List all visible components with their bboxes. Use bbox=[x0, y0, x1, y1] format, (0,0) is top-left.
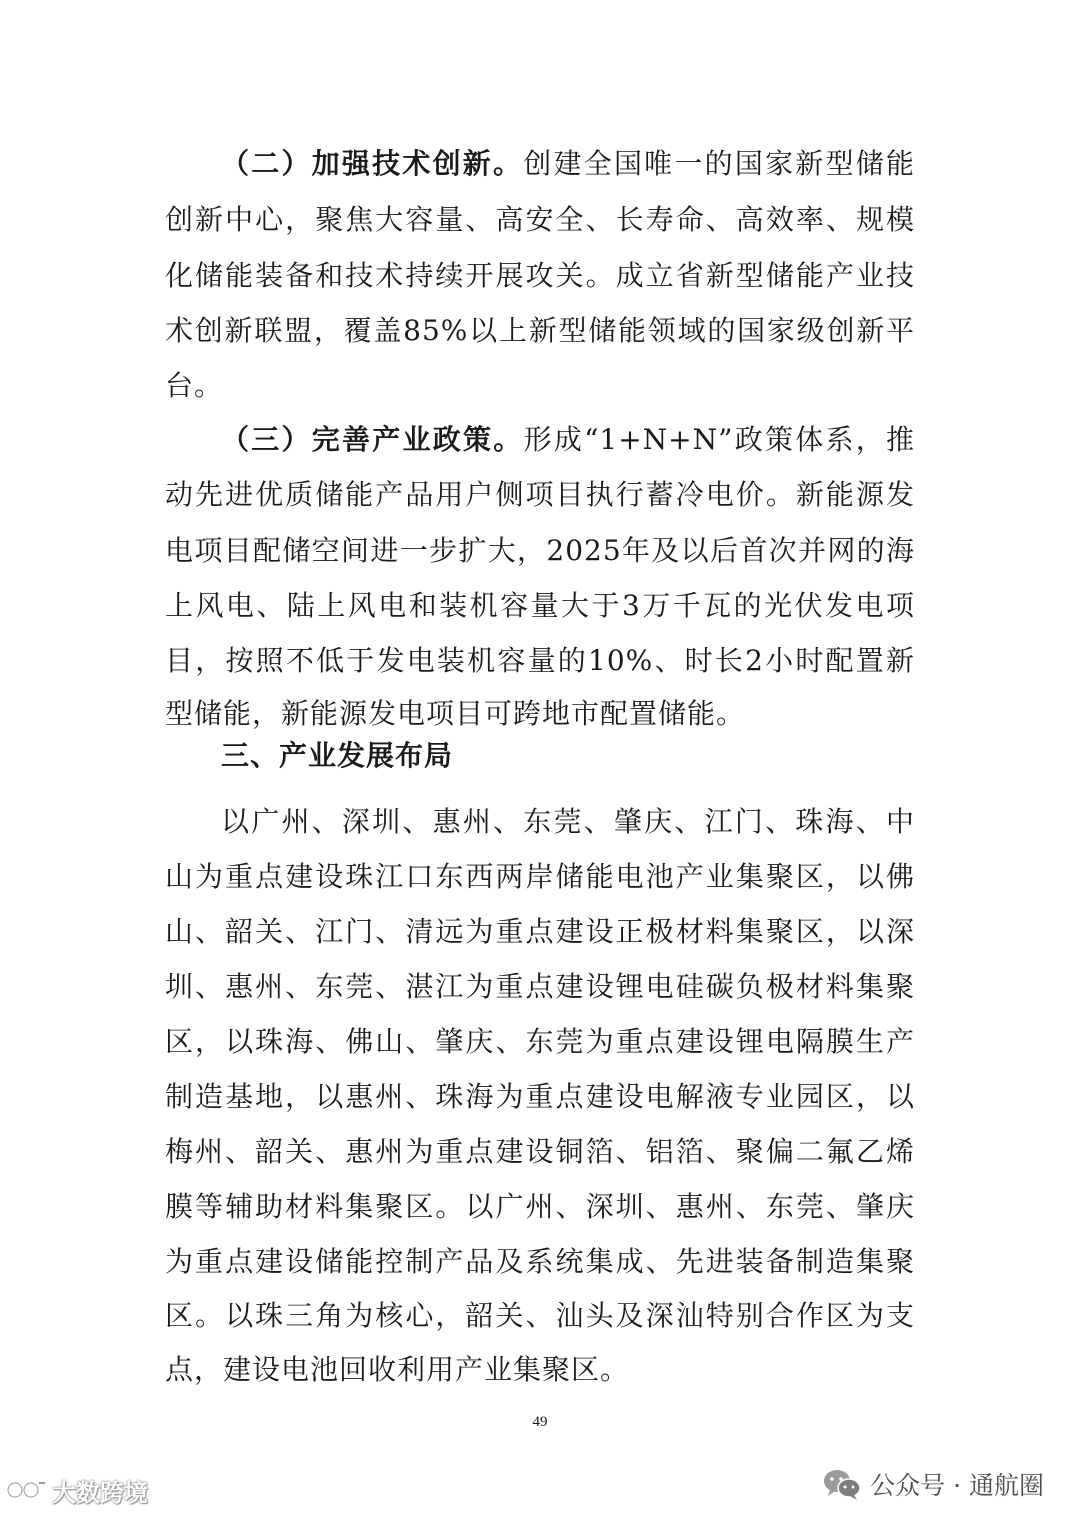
paragraph-2-line-1-text: 创建全国唯一的国家新型储能 bbox=[523, 147, 915, 180]
watermark-left bbox=[6, 1470, 148, 1510]
paragraph-2-line-2: 创新中心，聚焦大容量、高安全、长寿命、高效率、规模 bbox=[165, 203, 915, 236]
paragraph-3-lead: （三）完善产业政策。 bbox=[221, 423, 524, 456]
paragraph-4-line-7: 梅州、韶关、惠州为重点建设铜箔、铝箔、聚偏二氟乙烯 bbox=[165, 1135, 915, 1168]
paragraph-3-line-3: 电项目配储空间进一步扩大，2025年及以后首次并网的海 bbox=[165, 534, 915, 567]
paragraph-4-line-10: 区。以珠三角为核心，韶关、汕头及深汕特别合作区为支 bbox=[165, 1299, 915, 1332]
paragraph-4-line-6: 制造基地，以惠州、珠海为重点建设电解液专业园区，以 bbox=[165, 1080, 915, 1113]
paragraph-4-line-5: 区，以珠海、佛山、肇庆、东莞为重点建设锂电隔膜生产 bbox=[165, 1025, 915, 1058]
paragraph-4-line-1: 以广州、深圳、惠州、东莞、肇庆、江门、珠海、中 bbox=[221, 805, 915, 838]
wechat-icon bbox=[822, 1467, 862, 1501]
paragraph-3-line-2: 动先进优质储能产品用户侧项目执行蓄冷电价。新能源发 bbox=[165, 478, 915, 511]
paragraph-4-line-4: 圳、惠州、东莞、湛江为重点建设锂电硅碳负极材料集聚 bbox=[165, 970, 915, 1003]
paragraph-3-line-1 bbox=[221, 418, 915, 462]
paragraph-3-line-4: 上风电、陆上风电和装机容量大于3万千瓦的光伏发电项 bbox=[165, 589, 915, 622]
paragraph-2-line-5: 台。 bbox=[165, 369, 224, 402]
paragraph-4-line-8: 膜等辅助材料集聚区。以广州、深圳、惠州、东莞、肇庆 bbox=[165, 1190, 915, 1223]
page-number: 49 bbox=[532, 1414, 548, 1430]
paragraph-4-line-2: 山为重点建设珠江口东西两岸储能电池产业集聚区，以佛 bbox=[165, 860, 915, 893]
brand-logo-icon bbox=[6, 1477, 46, 1503]
paragraph-3-line-5: 目，按照不低于发电装机容量的10%、时长2小时配置新 bbox=[165, 644, 915, 677]
section-heading: 三、产业发展布局 bbox=[221, 739, 454, 772]
watermark-right bbox=[822, 1462, 1044, 1506]
paragraph-2-lead: （二）加强技术创新。 bbox=[221, 147, 524, 180]
paragraph-4-line-11: 点，建设电池回收利用产业集聚区。 bbox=[165, 1353, 630, 1386]
paragraph-3-line-6: 型储能，新能源发电项目可跨地市配置储能。 bbox=[165, 697, 746, 730]
paragraph-4-line-9: 为重点建设储能控制产品及系统集成、先进装备制造集聚 bbox=[165, 1245, 915, 1278]
paragraph-2-line-1 bbox=[221, 142, 915, 186]
paragraph-4-line-3: 山、韶关、江门、清远为重点建设正极材料集聚区，以深 bbox=[165, 915, 915, 948]
paragraph-2-line-4: 术创新联盟，覆盖85%以上新型储能领域的国家级创新平 bbox=[165, 314, 915, 347]
paragraph-3-line-1-text: 形成“1+N+N”政策体系，推 bbox=[523, 423, 915, 456]
watermark-left-text: 大数跨境 bbox=[52, 1478, 148, 1507]
paragraph-2-line-3: 化储能装备和技术持续开展攻关。成立省新型储能产业技 bbox=[165, 259, 915, 292]
watermark-right-text: 公众号 · 通航圈 bbox=[870, 1471, 1044, 1500]
